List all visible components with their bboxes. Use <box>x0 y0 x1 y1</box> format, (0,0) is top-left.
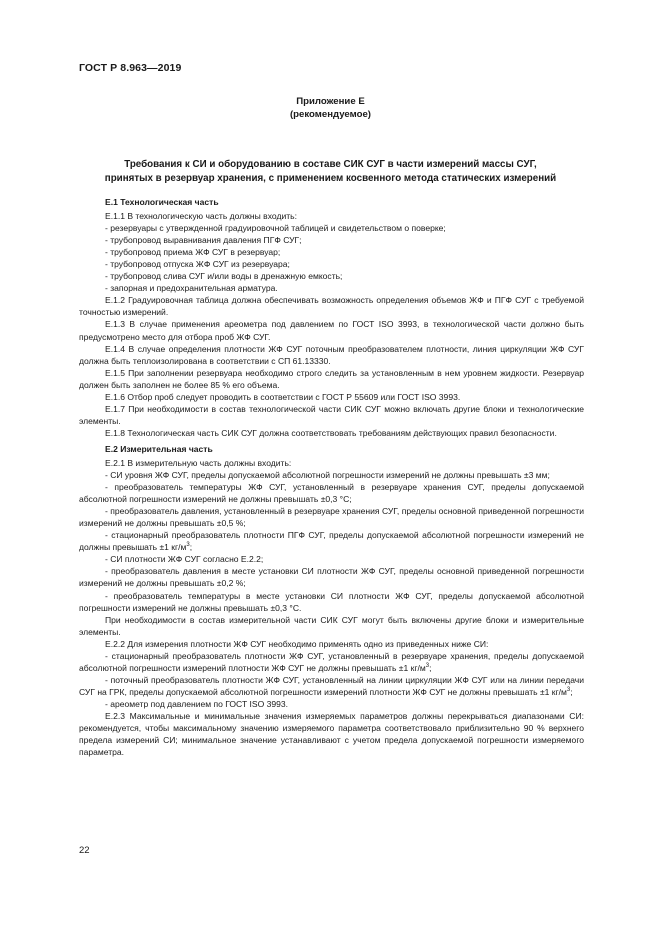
paragraph: Е.1.2 Градуировочная таблица должна обеспечивать возможность определения объемов ЖФ и ПГФ СУГ с требуемой точностью измерений. <box>79 295 584 318</box>
list-item: - преобразователь температуры в месте установки СИ плотности ЖФ СУГ, пределы допускаемой абсолютной погрешности измерений не должны превышать ±0,3 °С. <box>79 590 584 613</box>
list-item: - поточный преобразователь плотности ЖФ СУГ, установленный на линии циркуляции ЖФ СУГ или на линии передачи СУГ на ГРК, пределы допускаемой абсолютной погрешности измерений плотности ЖФ СУГ не должны превышать ±1 $кг/м^3$; <box>79 674 584 697</box>
list-item: - трубопровод отпуска ЖФ СУГ из резервуара; <box>105 259 290 270</box>
document-body <box>79 196 584 758</box>
list-item-text: - стационарный преобразователь плотности ЖФ СУГ, установленный в резервуаре хранения, пределы допускаемой абсолютной погрешности измерений плотности ЖФ СУГ не должны превышать ±1 кг/м <box>79 650 584 673</box>
list-item: - преобразователь давления в месте установки СИ плотности ЖФ СУГ, пределы основной приведенной погрешности измерений не должны превышать ±0,2 %; <box>79 566 584 589</box>
paragraph: Е.1.8 Технологическая часть СИК СУГ должна соответствовать требованиям действующих правил безопасности. <box>105 427 557 438</box>
list-item: - трубопровод выравнивания давления ПГФ СУГ; <box>105 235 302 246</box>
page-number: 22 <box>79 845 90 856</box>
list-item: - запорная и предохранительная арматура. <box>105 283 278 294</box>
appendix-title <box>79 158 582 186</box>
list-item: - резервуары с утвержденной градуировочной таблицей и свидетельством о поверке; <box>105 223 446 234</box>
list-item: - ареометр под давлением по ГОСТ ISO 3993. <box>105 698 289 709</box>
paragraph: Е.1.5 При заполнении резервуара необходимо строго следить за установленным в нем уровнем жидкости. Резервуар должен быть заполнен не более 85 % его объема. <box>79 367 584 390</box>
list-item: - трубопровод слива СУГ и/или воды в дренажную емкость; <box>105 271 343 282</box>
paragraph: Е.1.1 В технологическую часть должны входить: <box>105 211 297 222</box>
list-item-text: - поточный преобразователь плотности ЖФ СУГ, установленный на линии циркуляции ЖФ СУГ или на линии передачи СУГ на ГРК, пределы допускаемой абсолютной погрешности измерений плотности ЖФ СУГ не должны превышать ±1 кг/м <box>79 674 584 697</box>
paragraph: При необходимости в состав измерительной части СИК СУГ могут быть включены другие блоки и измерительные элементы. <box>79 614 584 637</box>
superscript: 3 <box>425 662 430 669</box>
appendix-label: Приложение Е <box>296 96 365 107</box>
list-item: - преобразователь давления, установленный в резервуаре хранения СУГ, пределы основной приведенной погрешности измерений не должны превышать ±0,5 %; <box>79 506 584 529</box>
paragraph: Е.1.6 Отбор проб следует проводить в соответствии с ГОСТ Р 55609 или ГОСТ ISO 3993. <box>105 391 461 402</box>
list-item: - СИ уровня ЖФ СУГ, пределы допускаемой абсолютной погрешности измерений не должны превышать ±3 мм; <box>105 470 550 481</box>
paragraph: Е.2.1 В измерительную часть должны входить: <box>105 457 292 468</box>
paragraph: Е.2.3 Максимальные и минимальные значения измеряемых параметров должны перекрываться диапазонами СИ: рекомендуется, чтобы максимальному значению измеряемого параметра соответствовало приблизительно 90 % верхнего предела измерений СИ; минимальное значение устанавливают с учетом предела допускаемой погрешности измеряемого параметра. <box>79 710 584 758</box>
list-item-text: - стационарный преобразователь плотности ПГФ СУГ, пределы допускаемой абсолютной погрешности измерений не должны превышать ±1 кг/м <box>79 530 584 553</box>
superscript: 3 <box>566 686 571 693</box>
paragraph: Е.2.2 Для измерения плотности ЖФ СУГ необходимо применять одно из приведенных ниже СИ: <box>105 638 489 649</box>
paragraph: Е.1.4 В случае определения плотности ЖФ СУГ поточным преобразователем плотности, линия циркуляции ЖФ СУГ должна быть теплоизолирована в соответствии с СП 61.13330. <box>79 343 584 366</box>
paragraph: Е.1.7 При необходимости в состав технологической части СИК СУГ можно включать другие блоки и технологические элементы. <box>79 403 584 426</box>
list-item: - стационарный преобразователь плотности ПГФ СУГ, пределы допускаемой абсолютной погрешности измерений не должны превышать ±1 $кг/м^3$; <box>79 530 584 553</box>
list-item: - преобразователь температуры ЖФ СУГ, установленный в резервуаре хранения СУГ, пределы допускаемой абсолютной погрешности измерений не должны превышать ±0,3 °С; <box>79 482 584 505</box>
appendix-status: (рекомендуемое) <box>289 109 371 120</box>
title-line-2: принятых в резервуар хранения, с применением косвенного метода статических измерений <box>104 173 557 184</box>
list-item: - трубопровод приема ЖФ СУГ в резервуар; <box>105 247 281 258</box>
superscript: 3 <box>186 542 190 549</box>
section-heading: Е.1 Технологическая часть <box>105 197 219 207</box>
section-heading: Е.2 Измерительная часть <box>105 443 213 454</box>
document-code-header: ГОСТ Р 8.963—2019 <box>79 62 182 74</box>
list-item: - СИ плотности ЖФ СУГ согласно Е.2.2; <box>105 554 264 565</box>
list-item: - стационарный преобразователь плотности ЖФ СУГ, установленный в резервуаре хранения, пределы допускаемой абсолютной погрешности измерений плотности ЖФ СУГ не должны превышать ±1 $кг/м^3$; <box>79 650 584 673</box>
paragraph: Е.1.3 В случае применения ареометра под давлением по ГОСТ ISO 3993, в технологической части должно быть предусмотрено место для отбора проб ЖФ СУГ. <box>79 319 584 342</box>
title-line-1: Требования к СИ и оборудованию в составе СИК СУГ в части измерений массы СУГ, <box>124 159 537 170</box>
